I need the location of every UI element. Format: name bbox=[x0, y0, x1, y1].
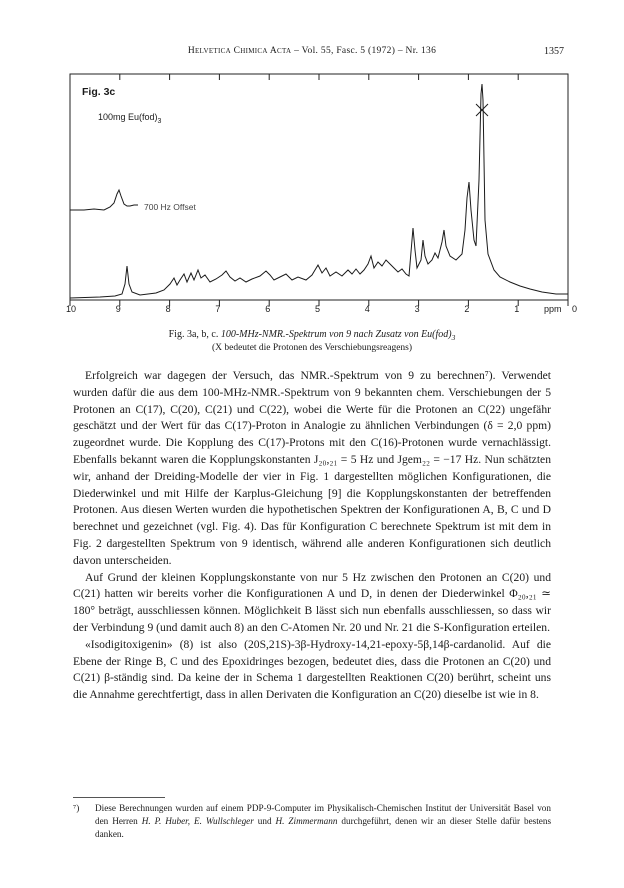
bottom-axis-tick-label: 1 bbox=[514, 304, 520, 314]
bottom-axis-tick-label: 4 bbox=[364, 304, 370, 314]
bottom-axis-tick-label: 3 bbox=[414, 304, 420, 314]
footnote-text-c: durchgeführt, denen wir an dieser Stelle dafür bestens danken. bbox=[95, 816, 552, 839]
body-text bbox=[73, 368, 551, 704]
footnote-number: ⁷) bbox=[73, 803, 80, 813]
reagent-label bbox=[98, 112, 161, 125]
spectrum-trace-offset bbox=[70, 190, 138, 210]
reagent-amount: 100mg Eu(fod) bbox=[98, 112, 158, 122]
footnote-rule bbox=[73, 797, 165, 798]
figure-caption-line-2: (X bedeutet die Protonen des Verschiebungsreagens) bbox=[211, 343, 413, 353]
caption-title: 100-MHz-NMR.-Spektrum von 9 nach Zusatz von Eu(fod) bbox=[220, 329, 452, 340]
footnote-text-b: und bbox=[257, 816, 272, 826]
footnote bbox=[73, 802, 551, 841]
footnote-name-last: H. Zimmermann bbox=[275, 816, 338, 826]
bottom-axis-tick-label: 8 bbox=[165, 304, 171, 314]
paragraph-2: Auf Grund der kleinen Kopplungskonstante von nur 5 Hz zwischen den Protonen an C(20) und C(21) hatten wir bereits vorher die Konfigurationen A und D, in denen der Diederwinkel Φ₂₀,₂₁ ≃ 180° beträgt, ausschliessen können. Möglichkeit B lässt sich nun ebenfalls ausschliessen, so dass wir der Verbindung 9 (und damit auch 8) an den C-Atomen Nr. 20 und Nr. 21 die S-Konfiguration erteilen. bbox=[73, 570, 551, 634]
footnote-names: H. P. Huber, E. Wullschleger bbox=[141, 816, 254, 826]
running-header bbox=[0, 46, 624, 62]
top-axis-ticks bbox=[70, 74, 568, 80]
caption-prefix: Fig. 3a, b, c. bbox=[168, 329, 219, 340]
bottom-axis-tick-label: 9 bbox=[115, 304, 121, 314]
bottom-axis-tick-label: 2 bbox=[464, 304, 470, 314]
bottom-axis-tick-label: 5 bbox=[315, 304, 321, 314]
bottom-axis-tick-label: 7 bbox=[215, 304, 221, 314]
bottom-axis-tick-label: 10 bbox=[66, 304, 77, 314]
reagent-subscript: 3 bbox=[157, 117, 162, 125]
nmr-figure bbox=[60, 70, 580, 326]
journal-line bbox=[0, 46, 624, 56]
bottom-axis-tick-label: 0 bbox=[572, 304, 578, 314]
journal-name: Helvetica Chimica Acta bbox=[187, 46, 292, 56]
offset-label: 700 Hz Offset bbox=[144, 202, 196, 212]
paragraph-3: «Isodigitoxigenin» (8) ist also (20S,21S)-3β-Hydroxy-14,21-epoxy-5β,14β-cardanolid. Auf die Ebene der Ringe B, C und des Epoxidringes bezogen, bedeutet dies, dass die Protonen an C(20) und C(21) β-ständig sind. Da keine der in Schema 1 dargestellten Reaktionen C(20) berührt, scheint uns die Annahme gerechtfertigt, dass in allen Derivaten die Konfiguration an C(20) dieselbe ist wie in 8. bbox=[73, 637, 551, 702]
caption-subscript: 3 bbox=[451, 333, 456, 342]
page-number: 1357 bbox=[544, 46, 564, 57]
figure-label: Fig. 3c bbox=[82, 86, 116, 98]
figure-caption-line-1 bbox=[0, 329, 624, 342]
footnote-text-a: Diese Berechnungen wurden auf einem PDP-9-Computer im Physikalisch-Chemischen Institut der Universität Basel von den Herren bbox=[95, 803, 551, 826]
nmr-spectrum-plot bbox=[60, 70, 580, 326]
bottom-axis-tick-label: 6 bbox=[265, 304, 271, 314]
axis-unit-label: ppm bbox=[544, 304, 562, 314]
paragraph-1: Erfolgreich war dagegen der Versuch, das NMR.-Spektrum von 9 zu berechnen⁷). Verwendet wurden dafür die aus dem 100-MHz-NMR.-Spektrum von 9 bekannten chem. Verschiebungen der 5 Protonen an C(17), C(20), C(21) und C(22), wobei die Werte für die Protonen an C(22) ungefähr geschätzt und der Wert für das C(17)-Proton in Analogie zu ähnlichen Verbindungen (δ = 2,0 ppm) zugeordnet wurde. Die Kopplung des C(17)-Protons mit den C(16)-Protonen wurde vernachlässigt. Ebenfalls bekannt waren die Kopplungskonstanten J₂₀,₂₁ = 5 Hz und Jgem₂₂ = −17 Hz. Nun schätzten wir, anhand der Dreiding-Modelle der vier in Fig. 1 dargestellten möglichen Konfigurationen, die Diederwinkel und mit Hilfe der Karplus-Gleichung [9] die Kopplungskonstanten der betreffenden Protonen. Aus diesen Werten wurden die hypothetischen Spektren der Konfigurationen A, B, C und D berechnet und gezeichnet (vgl. Fig. 4). Das für Konfiguration C berechnete Spektrum ist mit dem in Fig. 2 dargestellten Spektrum von 9 identisch, während alle anderen Konfigurationen sich deutlich davon unterscheiden. bbox=[73, 369, 551, 567]
footnote-text bbox=[95, 802, 551, 841]
journal-issue: – Vol. 55, Fasc. 5 (1972) – Nr. 136 bbox=[294, 46, 437, 56]
